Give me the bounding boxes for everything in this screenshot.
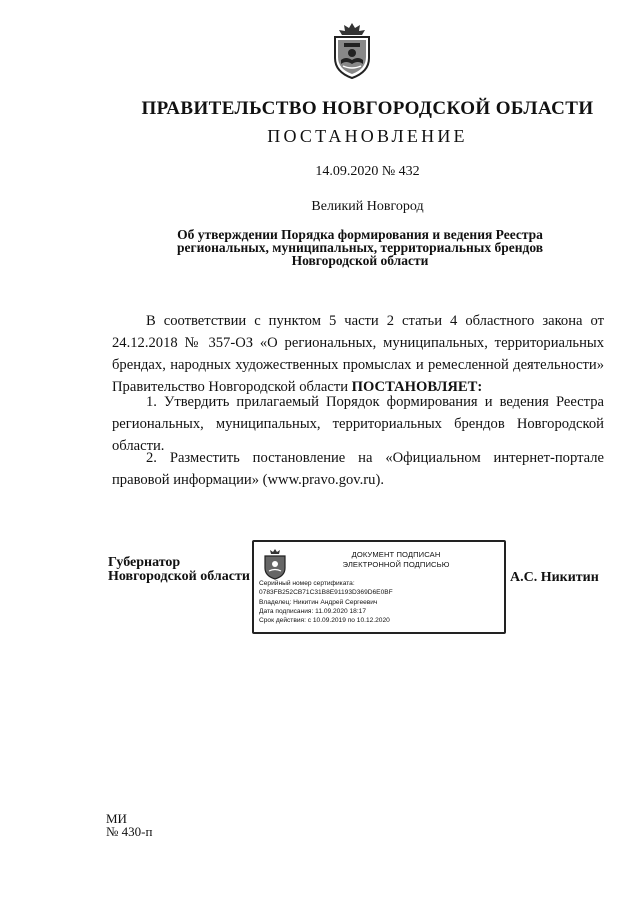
stamp-emblem-icon bbox=[262, 548, 288, 580]
preamble-paragraph bbox=[112, 310, 604, 398]
document-type: ПОСТАНОВЛЕНИЕ bbox=[267, 126, 468, 146]
footer-ref-number: № 430-п bbox=[106, 824, 153, 839]
stamp-serial-label: Серийный номер сертификата: bbox=[259, 580, 355, 587]
footer-initials: МИ bbox=[106, 811, 127, 826]
stamp-owner: Владелец: Никитин Андрей Сергеевич bbox=[259, 599, 378, 606]
stamp-sign-date: Дата подписания: 11.09.2020 18:17 bbox=[259, 608, 366, 615]
signatory-name: А.С. Никитин bbox=[510, 570, 599, 585]
item-1-paragraph: 1. Утвердить прилагаемый Порядок формирования и ведения Реестра региональных, муниципальных, территориальных брендов Новгородской области. bbox=[112, 394, 604, 454]
coat-of-arms-emblem bbox=[329, 22, 375, 80]
date-number: 14.09.2020 № 432 bbox=[315, 164, 420, 179]
resolves-keyword: ПОСТАНОВЛЯЕТ: bbox=[351, 379, 483, 395]
subject-line: региональных, муниципальных, территориальных брендов bbox=[176, 240, 544, 255]
government-title: ПРАВИТЕЛЬСТВО НОВГОРОДСКОЙ ОБЛАСТИ bbox=[141, 98, 594, 119]
signatory-title-line: Новгородской области bbox=[108, 569, 250, 584]
stamp-heading-line: ДОКУМЕНТ ПОДПИСАН bbox=[351, 550, 441, 559]
stamp-heading bbox=[296, 550, 496, 570]
subject-line: Новгородской области bbox=[291, 253, 429, 268]
signatory-title-line: Губернатор bbox=[108, 555, 181, 570]
footer-reference bbox=[106, 812, 152, 838]
city: Великий Новгород bbox=[311, 199, 424, 214]
stamp-serial: 0783FB252CB71C31B8E91193D369D6E0BF bbox=[259, 589, 393, 596]
item-2-paragraph: 2. Разместить постановление на «Официальном интернет-портале правовой информации» (www.pravo.gov.ru). bbox=[112, 450, 604, 488]
signatory-title bbox=[108, 556, 250, 584]
document-subject bbox=[150, 228, 570, 267]
stamp-heading-line: ЭЛЕКТРОННОЙ ПОДПИСЬЮ bbox=[342, 560, 450, 569]
preamble-text: В соответствии с пунктом 5 части 2 статьи 4 областного закона от 24.12.2018 № 357-ОЗ «О региональных, муниципальных, территориальных брендах, народных художественных промыслах и ремесленной деятельности» Правительство Новгородской области bbox=[112, 313, 604, 395]
electronic-signature-stamp bbox=[252, 540, 506, 634]
subject-line: Об утверждении Порядка формирования и ведения Реестра bbox=[177, 227, 543, 242]
stamp-validity: Срок действия: с 10.09.2019 по 10.12.2020 bbox=[259, 617, 390, 624]
